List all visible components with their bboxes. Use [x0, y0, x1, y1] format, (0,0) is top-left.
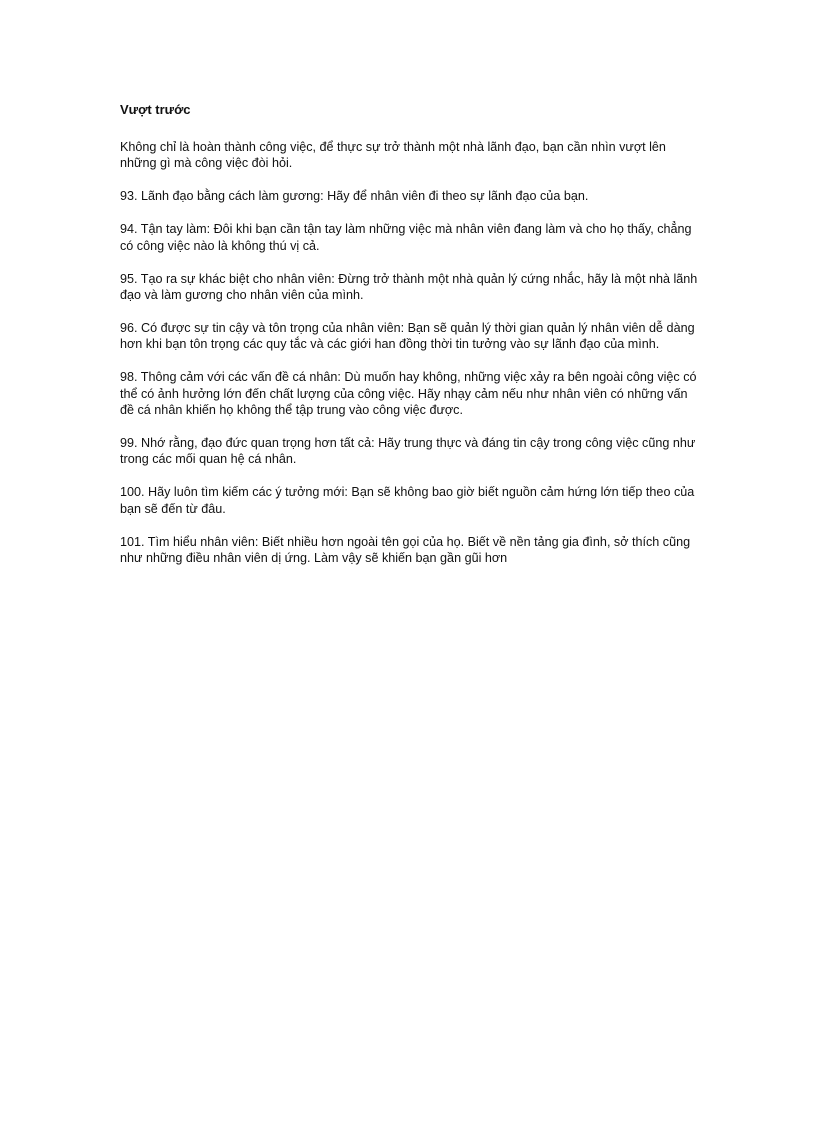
paragraph-100: 100. Hãy luôn tìm kiếm các ý tưởng mới: Bạn sẽ không bao giờ biết nguồn cảm hứng lớn tiếp theo của bạn sẽ đến từ đâu. — [120, 485, 695, 516]
paragraph-93: 93. Lãnh đạo bằng cách làm gương: Hãy để nhân viên đi theo sự lãnh đạo của bạn. — [120, 189, 589, 204]
paragraph-94: 94. Tận tay làm: Đôi khi bạn cần tận tay làm những việc mà nhân viên đang làm và cho họ thấy, chẳng có công việc nào là không thú vị cả. — [120, 222, 692, 253]
paragraph-96: 96. Có được sự tin cậy và tôn trọng của nhân viên: Bạn sẽ quản lý thời gian quản lý nhân viên dễ dàng hơn khi bạn tôn trọng các quy tắc và các giới han đồng thời tin tưởng vào sự lãnh đạo của mình. — [120, 320, 695, 352]
paragraph-99: 99. Nhớ rằng, đạo đức quan trọng hơn tất cả: Hãy trung thực và đáng tin cậy trong công việc cũng như trong các mối quan hệ cá nhân. — [120, 435, 696, 467]
paragraph-101: 101. Tìm hiểu nhân viên: Biết nhiều hơn ngoài tên gọi của họ. Biết về nền tảng gia đình, sở thích cũng như những điều nhân viên dị ứng. Làm vậy sẽ khiến bạn gần gũi hơn — [120, 534, 691, 565]
paragraph-95: 95. Tạo ra sự khác biệt cho nhân viên: Đừng trở thành một nhà quản lý cứng nhắc, hãy là một nhà lãnh đạo và làm gương cho nhân viên của mình. — [120, 271, 698, 302]
paragraph-98: 98. Thông cảm với các vấn đề cá nhân: Dù muốn hay không, những việc xảy ra bên ngoài công việc có thể có ảnh hưởng lớn đến chất lượng của công việc. Hãy nhạy cảm nếu như nhân viên có những vấn đề cá nhân khiến họ không thể tập trung vào công việc được. — [120, 370, 697, 417]
section-heading: Vượt trước — [120, 102, 191, 117]
intro-paragraph: Không chỉ là hoàn thành công việc, để thực sự trở thành một nhà lãnh đạo, bạn cần nhìn vượt lên những gì mà công việc đòi hỏi. — [120, 140, 666, 171]
document-page — [120, 101, 700, 583]
